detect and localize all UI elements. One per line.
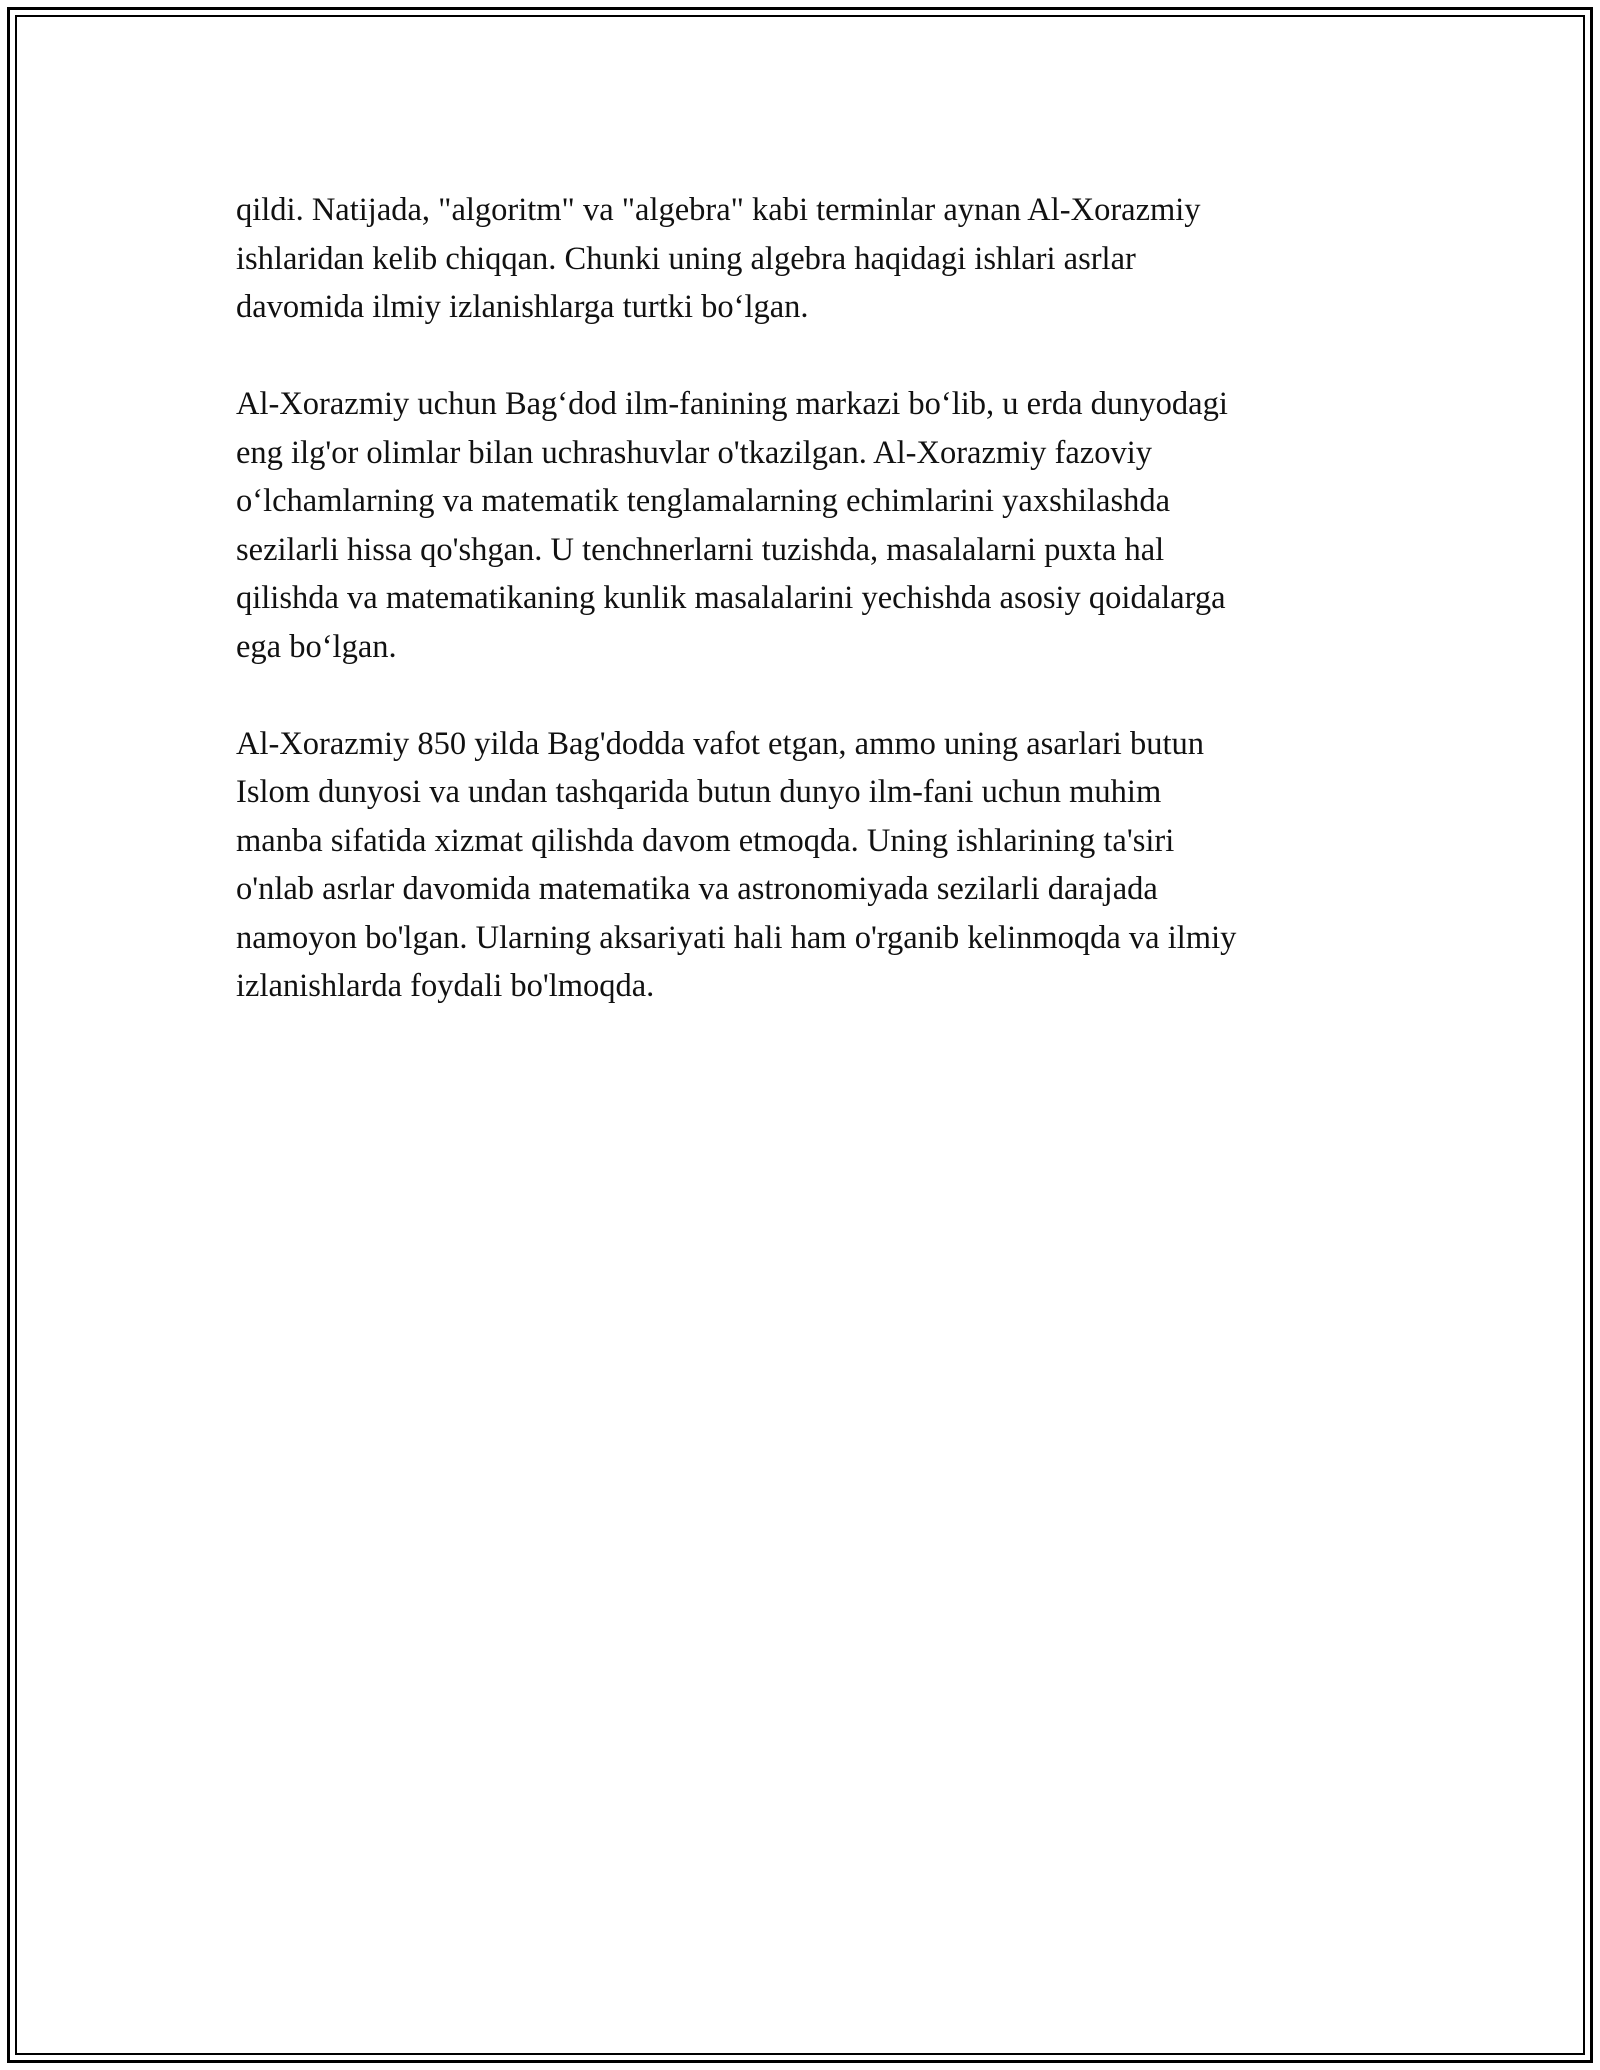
text-line: izlanishlarda foydali bo'lmoqda. xyxy=(236,968,655,1004)
text-line: qilishda va matematikaning kunlik masalalarini yechishda asosiy qoidalarga xyxy=(236,580,1226,616)
paragraph-2 xyxy=(236,380,1386,671)
text-line: namoyon bo'lgan. Ularning aksariyati hali ham o'rganib kelinmoqda va ilmiy xyxy=(236,919,1237,956)
text-line: o‘lchamlarning va matematik tenglamalarning echimlarini yaxshilashda xyxy=(236,483,1171,519)
text-line: Al-Xorazmiy 850 yilda Bag'dodda vafot etgan, ammo uning asarlari butun xyxy=(236,725,1204,762)
text-line: eng ilg'or olimlar bilan uchrashuvlar o'tkazilgan. Al-Xorazmiy fazoviy xyxy=(236,434,1153,471)
text-line: ishlaridan kelib chiqqan. Chunki uning algebra haqidagi ishlari asrlar xyxy=(236,240,1136,277)
paragraph-3 xyxy=(236,720,1386,1011)
paragraph-1 xyxy=(236,186,1386,332)
document-body xyxy=(236,186,1386,1059)
text-line: Islom dunyosi va undan tashqarida butun dunyo ilm-fani uchun muhim xyxy=(236,774,1162,810)
text-line: sezilarli hissa qo'shgan. U tenchnerlarni tuzishda, masalalarni puxta hal xyxy=(236,531,1165,568)
text-line: ega bo‘lgan. xyxy=(236,628,397,665)
text-line: davomida ilmiy izlanishlarga turtki bo‘lgan. xyxy=(236,289,809,325)
text-line: o'nlab asrlar davomida matematika va astronomiyada sezilarli darajada xyxy=(236,871,1158,907)
text-line: Al-Xorazmiy uchun Bag‘dod ilm-fanining markazi bo‘lib, u erda dunyodagi xyxy=(236,386,1228,422)
text-line: manba sifatida xizmat qilishda davom etmoqda. Uning ishlarining ta'siri xyxy=(236,822,1175,859)
text-line: qildi. Natijada, "algoritm" va "algebra" kabi terminlar aynan Al-Xorazmiy xyxy=(236,192,1201,228)
